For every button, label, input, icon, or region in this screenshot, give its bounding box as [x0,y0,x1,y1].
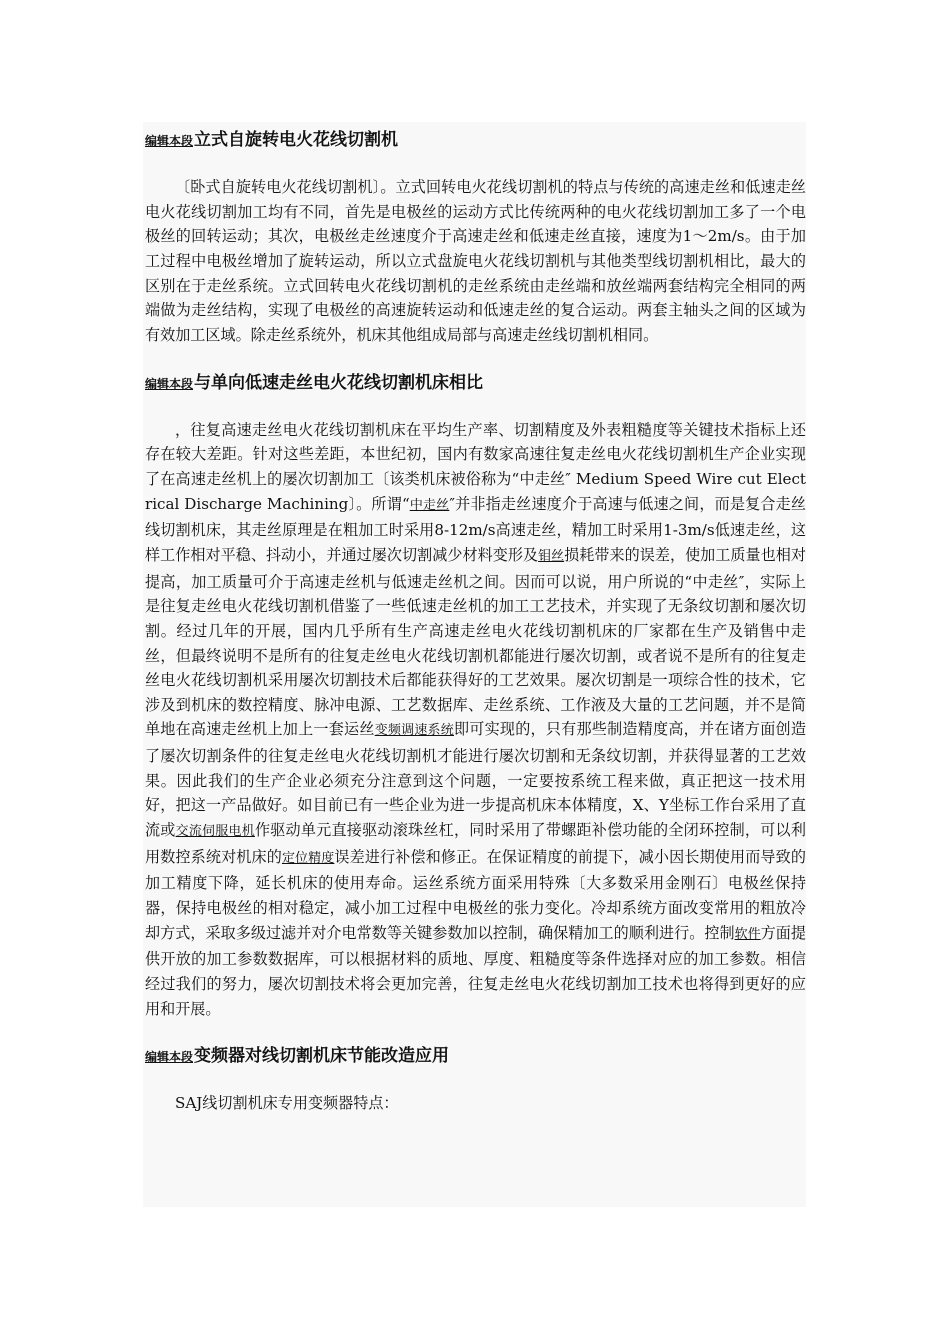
edit-section-link[interactable]: 编辑本段 [145,376,194,391]
paragraph-text: 损耗带来的误差，使加工质量也相对提高，加工质量可介于高速走丝机与低速走丝机之间。因而可以说，用户所说的“中走丝″，实际上是往复走丝电火花线切割机借鉴了一些低速走丝机的加工工艺技术，并实现了无条纹切割和屡次切割。经过几年的开展，国内几乎所有生产高速走丝电火花线切割机床的厂家都在生产及销售中走丝，但最终说明不是所有的往复走丝电火花线切割机都能进行屡次切割，或者说不是所有的往复走丝电火花线切割机采用屡次切割技术后都能获得好的工艺效果。屡次切割是一项综合性的技术，它涉及到机床的数控精度、脉冲电源、工艺数据库、走丝系统、工作液及大量的工艺问题，并不是简单地在高速走丝机上加上一套运丝 [145,545,806,739]
paragraph-text: 即可实现的，只有那些制造精度高，并在诸方面创造了屡次切割条件的往复走丝电火花线切割机才能进行屡次切割和无条纹切割，并获得显著的工艺效果。因此我们的生产企业必须充分注意到这个问题，一定要按系统工程来做，真正把这一技术用好，把这一产品做好。如目前已有一些企业为进一步提高机床本体精度，X、Y坐标工作台采用了直流或 [145,720,806,840]
edit-section-link[interactable]: 编辑本段 [145,1050,194,1065]
paragraph-text: 作驱动单元直接驱动滚珠丝杠，同时采用了带螺距补偿功能的全闭环控制，可以利用数控系统对机床的 [145,821,806,866]
edit-section-link[interactable]: 编辑本段 [145,134,194,148]
paragraph-text: ，往复高速走丝电火花线切割机床在平均生产率、切割精度及外表粗糙度等关键技术指标上还存在较大差距。针对这些差距，本世纪初，国内有数家高速往复走丝电火花线切割机生产企业实现了在高速走丝机上的屡次切割加工〔该类机床被俗称为“中走丝″ Medium Speed Wire cut Electrical Discharge Machining〕。所谓“ [145,420,806,513]
link-molybdenum-wire[interactable]: 钼丝 [538,548,565,564]
section-title: 立式自旋转电火花线切割机 [194,130,399,150]
link-positioning-accuracy[interactable]: 定位精度 [281,850,335,866]
section-paragraph: SAJ线切割机床专用变频器特点： [175,1094,399,1113]
article-content [143,122,806,1207]
section-heading [145,1044,806,1069]
section-paragraph [145,418,806,1022]
section-title: 与单向低速走丝电火花线切割机床相比 [194,372,484,393]
link-ac-servo-motor[interactable]: 交流伺服电机 [175,824,255,840]
paragraph-text: 方面提供开放的加工参数数据库，可以根据材料的质地、厚度、粗糙度等条件选择对应的加工参数。相信经过我们的努力，屡次切割技术将会更加完善，往复走丝电火花线切割加工技术也将得到更好的应用和开展。 [145,923,806,1018]
section-title: 变频器对线切割机床节能改造应用 [194,1046,450,1067]
section-heading [145,371,806,396]
link-variable-frequency-system[interactable]: 变频调速系统 [374,723,454,739]
paragraph-text: 误差进行补偿和修正。在保证精度的前提下，减小因长期使用而导致的加工精度下降，延长机床的使用寿命。运丝系统方面采用特殊〔大多数采用金刚石〕电极丝保持器，保持电极丝的相对稳定，减小加工过程中电极丝的张力变化。冷却系统方面改变常用的粗放冷却方式，采取多级过滤并对介电常数等关键参数加以控制，确保精加工的顺利进行。控制 [145,847,806,942]
paragraph-text: ″并非指走丝速度介于高速与低速之间，而是复合走丝线切割机床，其走丝原理是在粗加工时采用8-12m/s高速走丝，精加工时采用1-3m/s低速走丝，这样工作相对平稳、抖动小，并通过屡次切割减少材料变形及 [145,494,806,564]
section-heading [145,128,806,153]
link-zhongzousi[interactable]: 中走丝 [409,497,450,513]
link-software[interactable]: 软件 [734,926,761,942]
section-paragraph: 〔卧式自旋转电火花线切割机〕。立式回转电火花线切割机的特点与传统的高速走丝和低速走丝电火花线切割加工均有不同，首先是电极丝的运动方式比传统两种的电火花线切割加工多了一个电极丝的回转运动；其次，电极丝走丝速度介于高速走丝和低速走丝直接，速度为1～2m/s。由于加工过程中电极丝增加了旋转运动，所以立式盘旋电火花线切割机与其他类型线切割机相比，最大的区别在于走丝系统。立式回转电火花线切割机的走丝系统由走丝端和放丝端两套结构完全相同的两端做为走丝结构，实现了电极丝的高速旋转运动和低速走丝的复合运动。两套主轴头之间的区域为有效加工区域。除走丝系统外，机床其他组成局部与高速走丝线切割机相同。 [145,178,806,344]
